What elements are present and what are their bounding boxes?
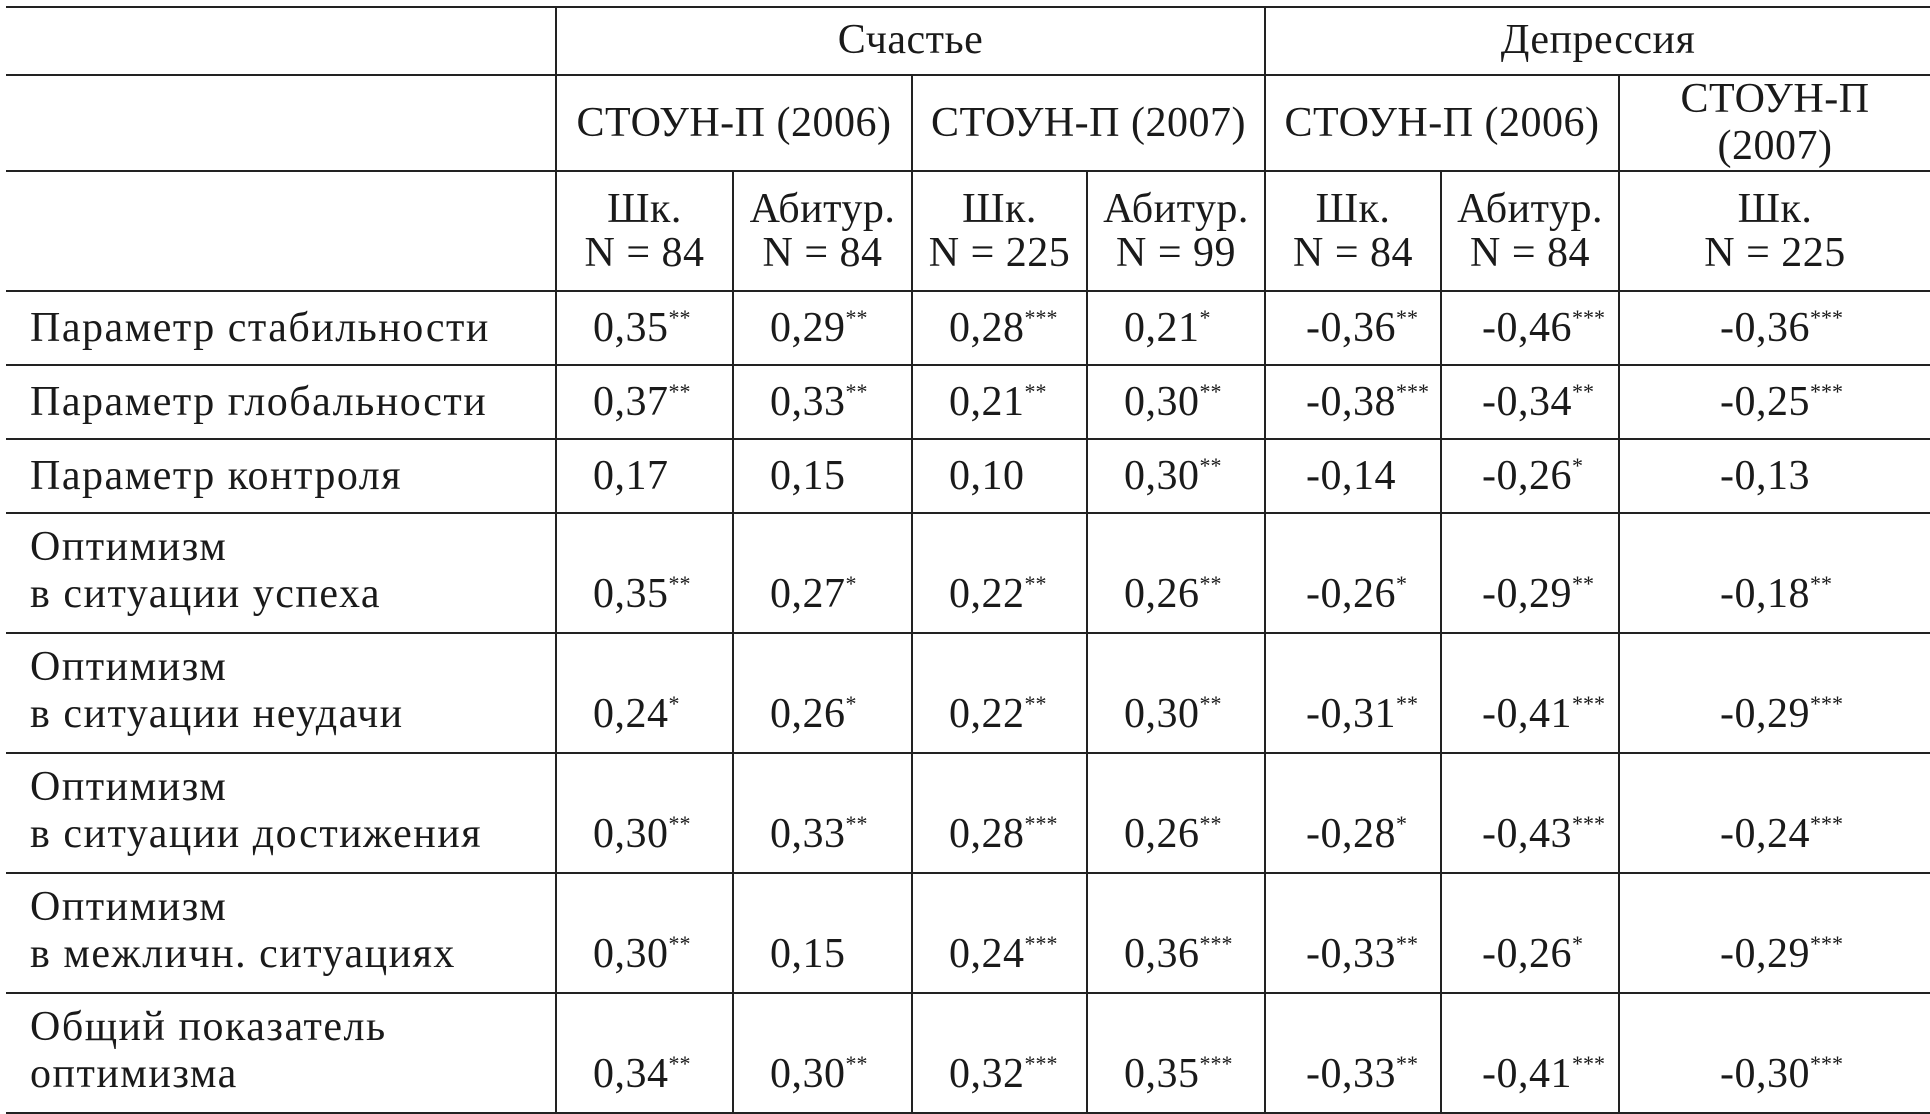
- significance-marker: **: [1572, 571, 1595, 597]
- subheader-depression-2007: СТОУН-П (2007): [1619, 75, 1930, 171]
- correlation-value: 0,35: [1124, 1051, 1200, 1098]
- significance-marker: **: [1572, 378, 1595, 404]
- value-cell: [912, 753, 1087, 873]
- correlation-value: 0,17: [593, 452, 669, 499]
- sample-label: Шк.: [962, 185, 1037, 232]
- correlation-value: 0,30: [770, 1051, 846, 1098]
- value-cell: [556, 365, 733, 439]
- value-cell: [1441, 993, 1619, 1113]
- correlation-value: 0,28: [949, 811, 1025, 858]
- correlation-value: -0,30: [1720, 1051, 1811, 1098]
- sample-header-5: [1265, 171, 1441, 291]
- significance-marker: **: [668, 1051, 691, 1077]
- value-cell: [733, 753, 912, 873]
- significance-marker: ***: [1024, 1051, 1058, 1077]
- row-label-line: Оптимизм: [30, 524, 228, 570]
- correlation-value: -0,14: [1306, 452, 1397, 499]
- value-cell: [1087, 633, 1265, 753]
- value-cell: [1441, 873, 1619, 993]
- correlation-value: -0,31: [1306, 691, 1397, 738]
- sample-header-7: [1619, 171, 1930, 291]
- correlation-value: -0,26: [1482, 931, 1573, 978]
- correlation-value: 0,30: [1124, 452, 1200, 499]
- correlation-value: 0,33: [770, 811, 846, 858]
- correlation-value: 0,33: [770, 378, 846, 425]
- correlation-value: 0,21: [949, 378, 1025, 425]
- value-cell: [1619, 753, 1930, 873]
- row-label: [6, 633, 556, 753]
- row-label-line: Оптимизм: [30, 764, 228, 810]
- row-label: [6, 873, 556, 993]
- sample-label: Шк.: [607, 185, 682, 232]
- correlation-value: -0,29: [1720, 931, 1811, 978]
- significance-marker: **: [1810, 571, 1833, 597]
- table-row: [6, 513, 1930, 633]
- row-label: [6, 291, 556, 365]
- table-row: [6, 993, 1930, 1113]
- significance-marker: ***: [1024, 304, 1058, 330]
- row-label: [6, 513, 556, 633]
- row-label-line: Параметр глобальности: [30, 378, 488, 425]
- row-label-line: Параметр стабильности: [30, 304, 490, 351]
- sample-size: N = 84: [1470, 230, 1591, 277]
- correlation-value: 0,30: [1124, 378, 1200, 425]
- value-cell: [912, 365, 1087, 439]
- sample-size: N = 84: [1293, 230, 1414, 277]
- table-row: [6, 291, 1930, 365]
- significance-marker: *: [1572, 931, 1584, 957]
- row-label: [6, 753, 556, 873]
- correlation-value: 0,15: [770, 452, 846, 499]
- correlation-value: 0,37: [593, 378, 669, 425]
- value-cell: [733, 633, 912, 753]
- significance-marker: *: [1199, 304, 1211, 330]
- sample-header-4: [1087, 171, 1265, 291]
- correlation-value: 0,26: [770, 691, 846, 738]
- significance-marker: ***: [1572, 1051, 1606, 1077]
- correlation-value: 0,35: [593, 571, 669, 618]
- table-row: [6, 439, 1930, 513]
- correlation-value: -0,25: [1720, 378, 1811, 425]
- value-cell: [1265, 873, 1441, 993]
- value-cell: [912, 873, 1087, 993]
- corner-cell-2: [6, 75, 556, 171]
- sample-size: N = 99: [1116, 230, 1237, 277]
- significance-marker: ***: [1810, 931, 1844, 957]
- correlation-value: 0,30: [593, 811, 669, 858]
- sample-header-row: [6, 171, 1930, 291]
- value-cell: [733, 513, 912, 633]
- table-row: [6, 365, 1930, 439]
- significance-marker: **: [668, 931, 691, 957]
- significance-marker: **: [1199, 378, 1222, 404]
- correlation-value: -0,38: [1306, 378, 1397, 425]
- value-cell: [1441, 291, 1619, 365]
- correlation-value: -0,33: [1306, 931, 1397, 978]
- row-label-line: Оптимизм: [30, 884, 228, 930]
- correlation-value: -0,46: [1482, 304, 1573, 351]
- sample-label: Абитур.: [749, 185, 896, 232]
- correlation-value: -0,24: [1720, 811, 1811, 858]
- significance-marker: **: [1199, 811, 1222, 837]
- depression-group-header: Депрессия: [1265, 7, 1930, 75]
- sample-label: Абитур.: [1457, 185, 1603, 232]
- value-cell: [556, 633, 733, 753]
- significance-marker: ***: [1396, 378, 1430, 404]
- correlation-value: 0,15: [770, 931, 846, 978]
- correlation-value: -0,36: [1720, 304, 1811, 351]
- value-cell: [1087, 513, 1265, 633]
- correlation-value: -0,41: [1482, 691, 1573, 738]
- significance-marker: ***: [1810, 304, 1844, 330]
- subheader-happiness-2006: СТОУН-П (2006): [556, 75, 912, 171]
- value-cell: [1087, 753, 1265, 873]
- value-cell: [1087, 365, 1265, 439]
- value-cell: [1441, 633, 1619, 753]
- value-cell: [1441, 513, 1619, 633]
- corner-cell: [6, 7, 556, 75]
- value-cell: [1619, 365, 1930, 439]
- subheader-row: [6, 75, 1930, 171]
- correlation-value: 0,24: [593, 691, 669, 738]
- value-cell: [1265, 753, 1441, 873]
- row-label-line: в ситуации успеха: [30, 571, 382, 618]
- correlation-value: 0,36: [1124, 931, 1200, 978]
- row-label: [6, 365, 556, 439]
- correlation-value: 0,35: [593, 304, 669, 351]
- correlation-value: 0,30: [1124, 691, 1200, 738]
- row-label-line: в ситуации достижения: [30, 811, 483, 858]
- significance-marker: ***: [1572, 811, 1606, 837]
- significance-marker: *: [845, 571, 857, 597]
- significance-marker: **: [845, 304, 868, 330]
- significance-marker: **: [1396, 931, 1419, 957]
- significance-marker: **: [1199, 452, 1222, 478]
- significance-marker: *: [1396, 811, 1408, 837]
- correlation-value: -0,43: [1482, 811, 1573, 858]
- row-label: [6, 439, 556, 513]
- sample-label: Шк.: [1315, 185, 1391, 232]
- sample-header-6: [1441, 171, 1619, 291]
- significance-marker: **: [845, 811, 868, 837]
- significance-marker: ***: [1810, 811, 1844, 837]
- value-cell: [556, 513, 733, 633]
- table-row: [6, 873, 1930, 993]
- value-cell: [1087, 291, 1265, 365]
- sample-size: N = 225: [1704, 230, 1846, 277]
- table-row: [6, 753, 1930, 873]
- value-cell: [556, 753, 733, 873]
- value-cell: [733, 873, 912, 993]
- correlation-value: 0,26: [1124, 571, 1200, 618]
- value-cell: [556, 439, 733, 513]
- sample-size: N = 225: [928, 230, 1071, 277]
- value-cell: [1441, 439, 1619, 513]
- correlation-value: -0,13: [1720, 452, 1811, 499]
- correlation-value: 0,10: [949, 452, 1025, 499]
- significance-marker: *: [668, 691, 680, 717]
- correlation-value: 0,21: [1124, 304, 1200, 351]
- correlation-value: -0,18: [1720, 571, 1811, 618]
- value-cell: [1265, 633, 1441, 753]
- correlation-value: -0,26: [1482, 452, 1573, 499]
- value-cell: [556, 873, 733, 993]
- value-cell: [1619, 993, 1930, 1113]
- value-cell: [733, 365, 912, 439]
- significance-marker: **: [1024, 378, 1047, 404]
- sample-size: N = 84: [762, 230, 883, 277]
- value-cell: [1265, 439, 1441, 513]
- value-cell: [1087, 439, 1265, 513]
- value-cell: [1265, 993, 1441, 1113]
- value-cell: [556, 291, 733, 365]
- correlation-value: 0,22: [949, 571, 1025, 618]
- value-cell: [1265, 365, 1441, 439]
- value-cell: [1087, 873, 1265, 993]
- significance-marker: *: [845, 691, 857, 717]
- row-label-line: в ситуации неудачи: [30, 691, 404, 738]
- value-cell: [733, 439, 912, 513]
- table-row: [6, 633, 1930, 753]
- significance-marker: **: [1199, 571, 1222, 597]
- correlation-value: 0,27: [770, 571, 846, 618]
- significance-marker: *: [1396, 571, 1408, 597]
- significance-marker: ***: [1810, 378, 1844, 404]
- correlation-value: -0,34: [1482, 378, 1573, 425]
- sample-header-3: [912, 171, 1087, 291]
- sample-size: N = 84: [584, 230, 705, 277]
- correlation-value: -0,33: [1306, 1051, 1397, 1098]
- value-cell: [1265, 291, 1441, 365]
- significance-marker: **: [1024, 571, 1047, 597]
- value-cell: [1619, 291, 1930, 365]
- row-label-line: оптимизма: [30, 1051, 238, 1098]
- value-cell: [1087, 993, 1265, 1113]
- correlation-value: -0,26: [1306, 571, 1397, 618]
- value-cell: [1619, 633, 1930, 753]
- row-label-line: Оптимизм: [30, 644, 228, 690]
- value-cell: [912, 993, 1087, 1113]
- significance-marker: **: [668, 811, 691, 837]
- significance-marker: **: [845, 378, 868, 404]
- value-cell: [1441, 753, 1619, 873]
- significance-marker: **: [1396, 1051, 1419, 1077]
- correlation-value: 0,24: [949, 931, 1025, 978]
- significance-marker: **: [845, 1051, 868, 1077]
- correlation-value: -0,36: [1306, 304, 1397, 351]
- corner-cell-3: [6, 171, 556, 291]
- value-cell: [1441, 365, 1619, 439]
- correlation-value: 0,28: [949, 304, 1025, 351]
- significance-marker: ***: [1024, 811, 1058, 837]
- correlation-value: -0,29: [1720, 691, 1811, 738]
- sample-header-2: [733, 171, 912, 291]
- significance-marker: ***: [1024, 931, 1058, 957]
- correlation-table: [6, 6, 1930, 1114]
- correlation-value: -0,41: [1482, 1051, 1573, 1098]
- significance-marker: ***: [1199, 931, 1233, 957]
- significance-marker: ***: [1810, 691, 1844, 717]
- significance-marker: **: [1396, 304, 1419, 330]
- correlation-value: 0,22: [949, 691, 1025, 738]
- value-cell: [912, 291, 1087, 365]
- value-cell: [556, 993, 733, 1113]
- value-cell: [912, 513, 1087, 633]
- value-cell: [1619, 439, 1930, 513]
- value-cell: [1265, 513, 1441, 633]
- group-header-row: [6, 7, 1930, 75]
- correlation-value: -0,28: [1306, 811, 1397, 858]
- subheader-depression-2006: СТОУН-П (2006): [1265, 75, 1619, 171]
- correlation-value: 0,34: [593, 1051, 669, 1098]
- sample-header-1: [556, 171, 733, 291]
- sample-label: Абитур.: [1103, 185, 1249, 232]
- correlation-value: 0,30: [593, 931, 669, 978]
- value-cell: [912, 633, 1087, 753]
- significance-marker: *: [1572, 452, 1584, 478]
- significance-marker: ***: [1572, 304, 1606, 330]
- row-label-line: Параметр контроля: [30, 452, 403, 499]
- value-cell: [1619, 873, 1930, 993]
- significance-marker: **: [1024, 691, 1047, 717]
- significance-marker: ***: [1810, 1051, 1844, 1077]
- row-label: [6, 993, 556, 1113]
- row-label-line: Общий показатель: [30, 1004, 387, 1050]
- table-body: [6, 291, 1930, 1113]
- correlation-value: -0,29: [1482, 571, 1573, 618]
- subheader-happiness-2007: СТОУН-П (2007): [912, 75, 1265, 171]
- significance-marker: **: [1396, 691, 1419, 717]
- significance-marker: **: [668, 571, 691, 597]
- value-cell: [1619, 513, 1930, 633]
- sample-label: Шк.: [1737, 185, 1813, 232]
- correlation-value: 0,26: [1124, 811, 1200, 858]
- significance-marker: ***: [1572, 691, 1606, 717]
- correlation-value: 0,29: [770, 304, 846, 351]
- significance-marker: ***: [1199, 1051, 1233, 1077]
- correlation-value: 0,32: [949, 1051, 1025, 1098]
- value-cell: [733, 993, 912, 1113]
- value-cell: [733, 291, 912, 365]
- value-cell: [912, 439, 1087, 513]
- significance-marker: **: [1199, 691, 1222, 717]
- row-label-line: в межличн. ситуациях: [30, 931, 456, 978]
- significance-marker: **: [668, 304, 691, 330]
- significance-marker: **: [668, 378, 691, 404]
- happiness-group-header: Счастье: [556, 7, 1265, 75]
